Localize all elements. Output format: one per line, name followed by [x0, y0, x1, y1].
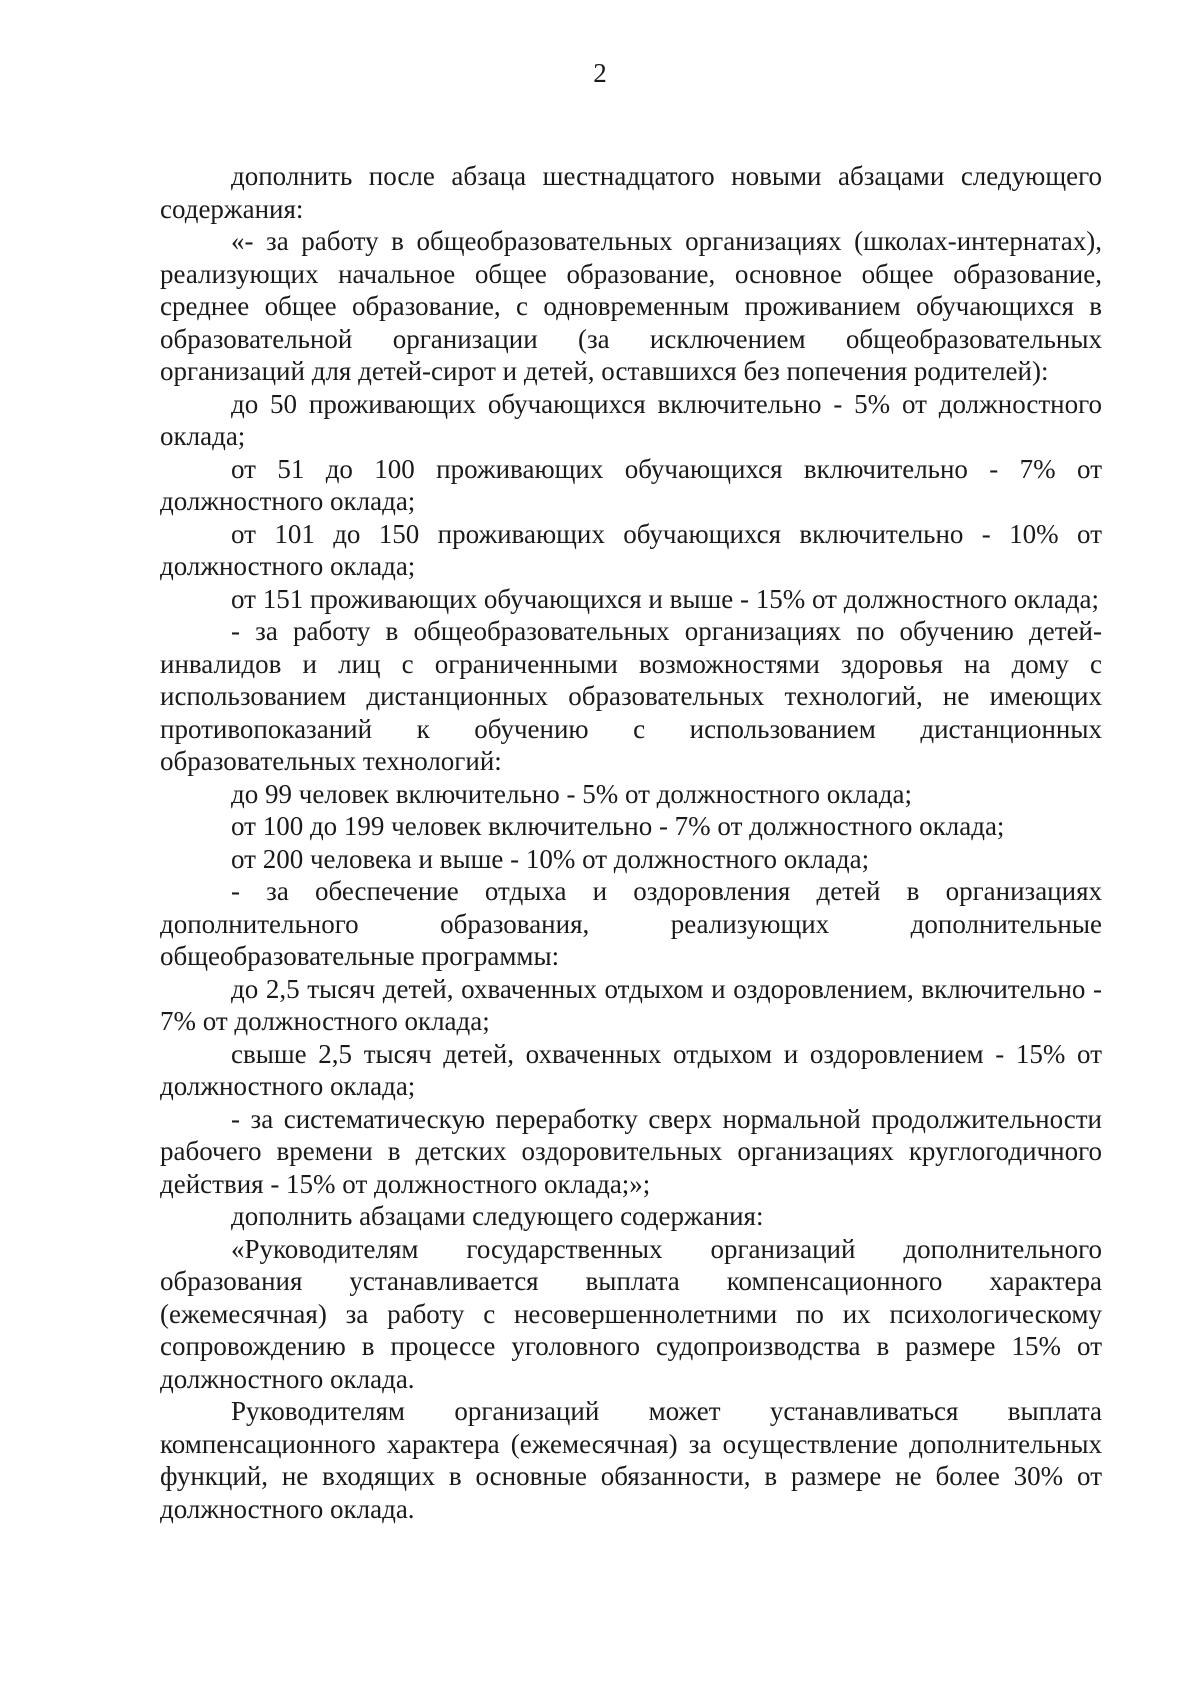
- paragraph: «Руководителям государственных организаций дополнительного образования устанавливается выплата компенсационного характера (ежемесячная) за работу с несовершеннолетними по их психологическому сопровождению в процессе уголовного судопроизводства в размере 15% от должностного оклада.: [160, 1233, 1102, 1394]
- paragraph: - за работу в общеобразовательных организациях по обучению детей-инвалидов и лиц с ограниченными возможностями здоровья на дому с использованием дистанционных образовательных технологий, не имеющих противопоказаний к обучению с использованием дистанционных образовательных технологий:: [160, 616, 1102, 776]
- paragraph: от 101 до 150 проживающих обучающихся включительно - 10% от должностного оклада;: [160, 518, 1102, 581]
- paragraph: - за обеспечение отдыха и оздоровления детей в организациях дополнительного образования, реализующих дополнительные общеобразовательные программы:: [160, 876, 1102, 971]
- paragraph: Руководителям организаций может устанавливаться выплата компенсационного характера (ежемесячная) за осуществление дополнительных функций, не входящих в основные обязанности, в размере не более 30% от должностного оклада.: [160, 1396, 1102, 1524]
- paragraph: «- за работу в общеобразовательных организациях (школах-интернатах), реализующих начальное общее образование, основное общее образование, среднее общее образование, с одновременным проживанием обучающихся в образовательной организации (за исключением общеобразовательных организаций для детей-сирот и детей, оставшихся без попечения родителей):: [160, 226, 1102, 386]
- paragraph: от 100 до 199 человек включительно - 7% от должностного оклада;: [231, 811, 1005, 841]
- paragraph: от 51 до 100 проживающих обучающихся включительно - 7% от должностного оклада;: [160, 453, 1102, 516]
- paragraph: до 2,5 тысяч детей, охваченных отдыхом и оздоровлением, включительно - 7% от должностного оклада;: [160, 973, 1102, 1036]
- paragraph: дополнить абзацами следующего содержания:: [231, 1201, 764, 1231]
- paragraph: от 151 проживающих обучающихся и выше - 15% от должностного оклада;: [231, 583, 1100, 614]
- paragraph: от 200 человека и выше - 10% от должностного оклада;: [231, 843, 870, 874]
- paragraph: дополнить после абзаца шестнадцатого новыми абзацами следующего содержания:: [160, 161, 1102, 224]
- paragraph: - за систематическую переработку сверх нормальной продолжительности рабочего времени в детских оздоровительных организациях круглогодичного действия - 15% от должностного оклада;»;: [160, 1103, 1102, 1199]
- page-number: 2: [593, 58, 607, 88]
- document-body: [160, 160, 1102, 1525]
- paragraph: до 50 проживающих обучающихся включительно - 5% от должностного оклада;: [160, 388, 1102, 451]
- paragraph: свыше 2,5 тысяч детей, охваченных отдыхом и оздоровлением - 15% от должностного оклада;: [160, 1038, 1102, 1101]
- paragraph: до 99 человек включительно - 5% от должностного оклада;: [231, 778, 912, 809]
